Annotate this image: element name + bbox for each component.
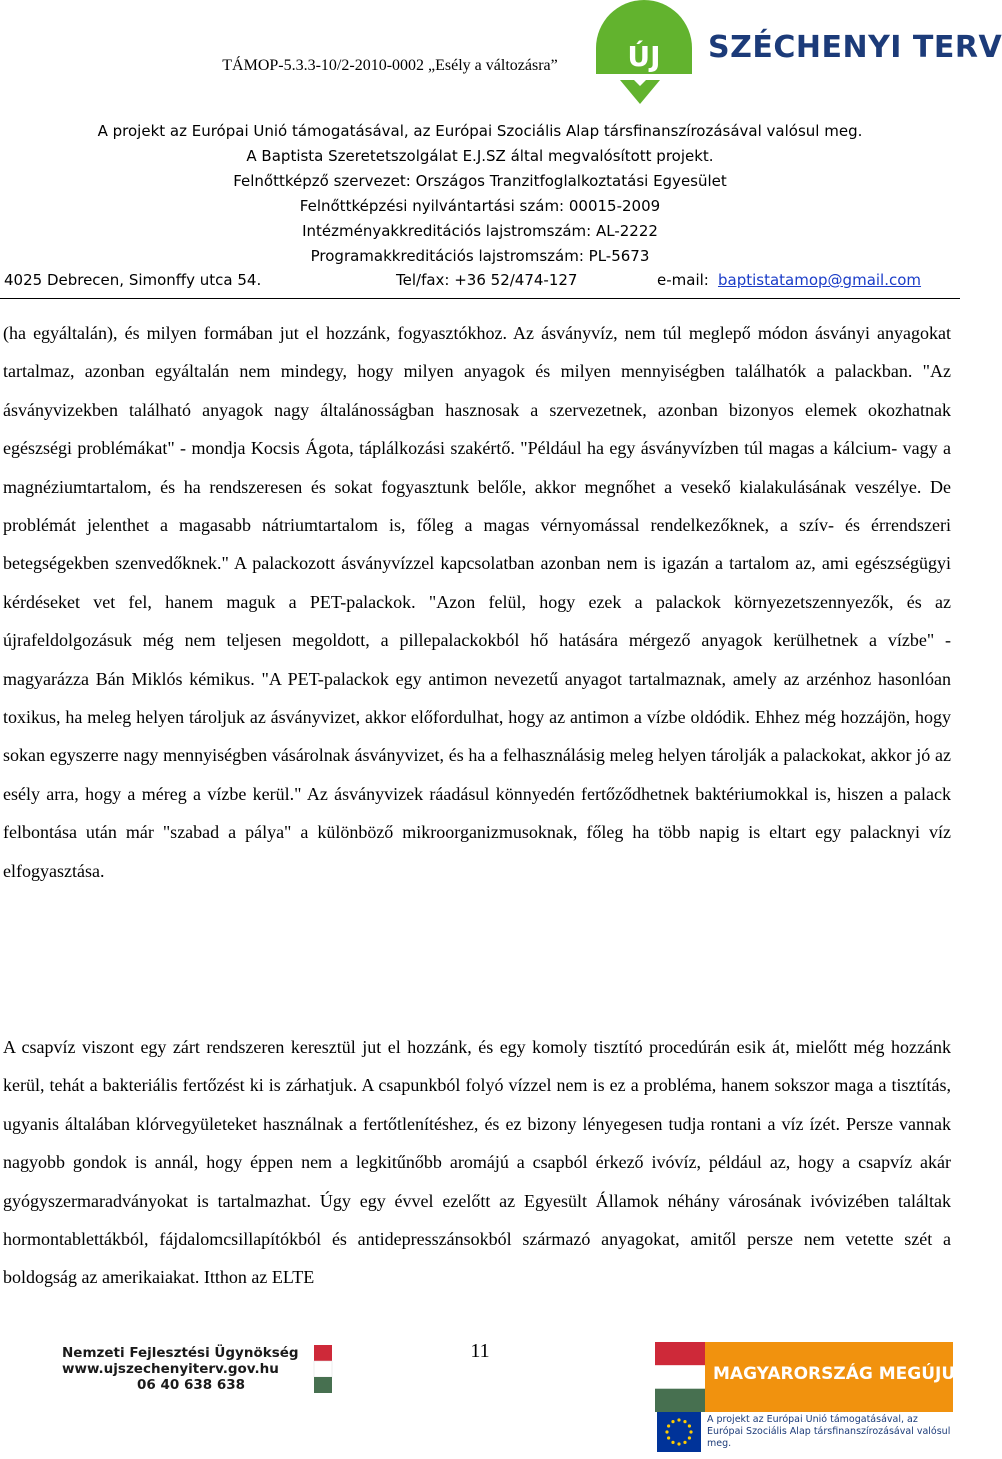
- nfu-website: www.ujszechenyiterv.gov.hu: [62, 1361, 279, 1377]
- telfax: Tel/fax: +36 52/474-127: [396, 271, 578, 289]
- email-label: e-mail:: [657, 271, 709, 289]
- contact-row: [0, 271, 960, 293]
- logo-name: SZÉCHENYI TERV: [708, 30, 1002, 65]
- email-link[interactable]: baptistatamop@gmail.com: [718, 271, 922, 289]
- hungarian-flag-bar-icon: [314, 1345, 332, 1393]
- header-line-1: A projekt az Európai Unió támogatásával, az Európai Szociális Alap társfinanszírozásával valósul meg.: [97, 122, 863, 140]
- nfu-name: Nemzeti Fejlesztési Ügynökség: [62, 1345, 299, 1361]
- megujul-text: MAGYARORSZÁG MEGÚJUL: [713, 1364, 966, 1384]
- address: 4025 Debrecen, Simonffy utca 54.: [4, 271, 262, 289]
- eu-funding-logo: [655, 1412, 953, 1456]
- magyarorszag-megujul-logo: [655, 1342, 966, 1412]
- szechenyi-terv-logo-icon: [590, 8, 700, 108]
- logo-uj-text: ÚJ: [627, 40, 661, 73]
- page-number: 11: [470, 1340, 490, 1362]
- header-divider: [0, 298, 960, 299]
- project-code: TÁMOP-5.3.3-10/2-2010-0002 „Esély a változásra”: [222, 57, 558, 74]
- header-line-6: Programakkreditációs lajstromszám: PL-5673: [310, 247, 650, 265]
- hungarian-flag-icon: [655, 1342, 705, 1412]
- header-line-2: A Baptista Szeretetszolgálat E.J.SZ által megvalósított projekt.: [246, 147, 714, 165]
- paragraph-2: A csapvíz viszont egy zárt rendszeren keresztül jut el hozzánk, és egy komoly tisztító procedúrán esik át, mielőtt még hozzánk kerül, tehát a bakteriális fertőzést ki is zárhatjuk. A csapunkból folyó vízzel nem is ez a probléma, hanem sokszor maga a tisztítás, ugyanis általában klórvegyületeket használnak a fertőtlenítéshez, és ez bizony lényegesen tudja rontani a víz ízét. Persze vannak nagyobb gondok is annál, hogy éppen nem a legkitűnőbb aromájú a csapból érkező ivóvíz, például az, hogy a csapvíz akár gyógyszermaradványokat is tartalmazhat. Úgy egy évvel ezelőtt az Egyesült Államok néhány városának ivóvizében találtak hormontablettákból, fájdalomcsillapítókból és antidepresszánsokból származó anyagokat, amitől persze nem vetette szét a boldogság az amerikaiakat. Itthon az ELTE: [3, 1037, 951, 1288]
- header-line-3: Felnőttképző szervezet: Országos Tranzitfoglalkoztatási Egyesület: [233, 172, 727, 190]
- nfu-logo: [62, 1345, 332, 1395]
- nfu-phone: 06 40 638 638: [137, 1377, 246, 1393]
- eu-flag-icon: [657, 1412, 701, 1452]
- header-line-5: Intézményakkreditációs lajstromszám: AL-2222: [302, 222, 658, 240]
- uj-szechenyi-terv-logo: [590, 8, 1002, 108]
- eu-funding-text: A projekt az Európai Unió támogatásával, az Európai Szociális Alap társfinanszírozásával valósul meg.: [707, 1414, 951, 1449]
- page-header: [0, 0, 1002, 300]
- paragraph-1: (ha egyáltalán), és milyen formában jut el hozzánk, fogyasztókhoz. Az ásványvíz, nem túl meglepő módon ásványi anyagokat tartalmaz, azonban egyáltalán nem mindegy, hogy milyen anyagok és milyen mennyiségben találhatók a palackban. "Az ásványvizekben található anyagok nagy általánosságban hasznosak a szervezetnek, azonban bizonyos elemek okozhatnak egészségi problémákat" - mondja Kocsis Ágota, táplálkozási szakértő. "Például ha egy ásványvízben túl magas a kálcium- vagy a magnéziumtartalom, és ha rendszeresen és sokat fogyasztunk belőle, akkor megnőhet a vesekő kialakulásának veszélye. De problémát jelenthet a magasabb nátriumtartalom is, főleg a magas vérnyomással rendelkezőknek, a szív- és érrendszeri betegségekben szenvedőknek." A palackozott ásványvízzel kapcsolatban azonban nem is igazán a tartalom az, ami egészségügyi kérdéseket vet fel, hanem maguk a PET-palackok. "Azon felül, hogy ezek a palackok környezetszennyezők, és az újrafeldolgozásuk még nem teljesen megoldott, a pillepalackokból hő hatására mérgező anyagok kerülhetnek a vízbe" - magyarázza Bán Miklós kémikus. "A PET-palackok egy antimon nevezetű anyagot tartalmaznak, amely az arzénhoz hasonlóan toxikus, ha meleg helyen tároljuk az ásványvizet, akkor előfordulhat, hogy az antimon a vízbe oldódik. Ehhez még hozzájön, hogy sokan egyszerre nagy mennyiségben vásárolnak ásványvizet, és ha a felhasználásig meleg helyen tárolják a palackokat, akkor jó az esély arra, hogy a méreg a vízbe kerül." Az ásványvizek ráadásul könnyedén fertőződhetnek baktériumokkal is, hiszen a palack felbontása után már "szabad a pálya" a különböző mikroorganizmusoknak, főleg ha több napig is eltart egy palacknyi víz elfogyasztása.: [3, 323, 951, 881]
- header-line-4: Felnőttképzési nyilvántartási szám: 00015-2009: [299, 197, 661, 215]
